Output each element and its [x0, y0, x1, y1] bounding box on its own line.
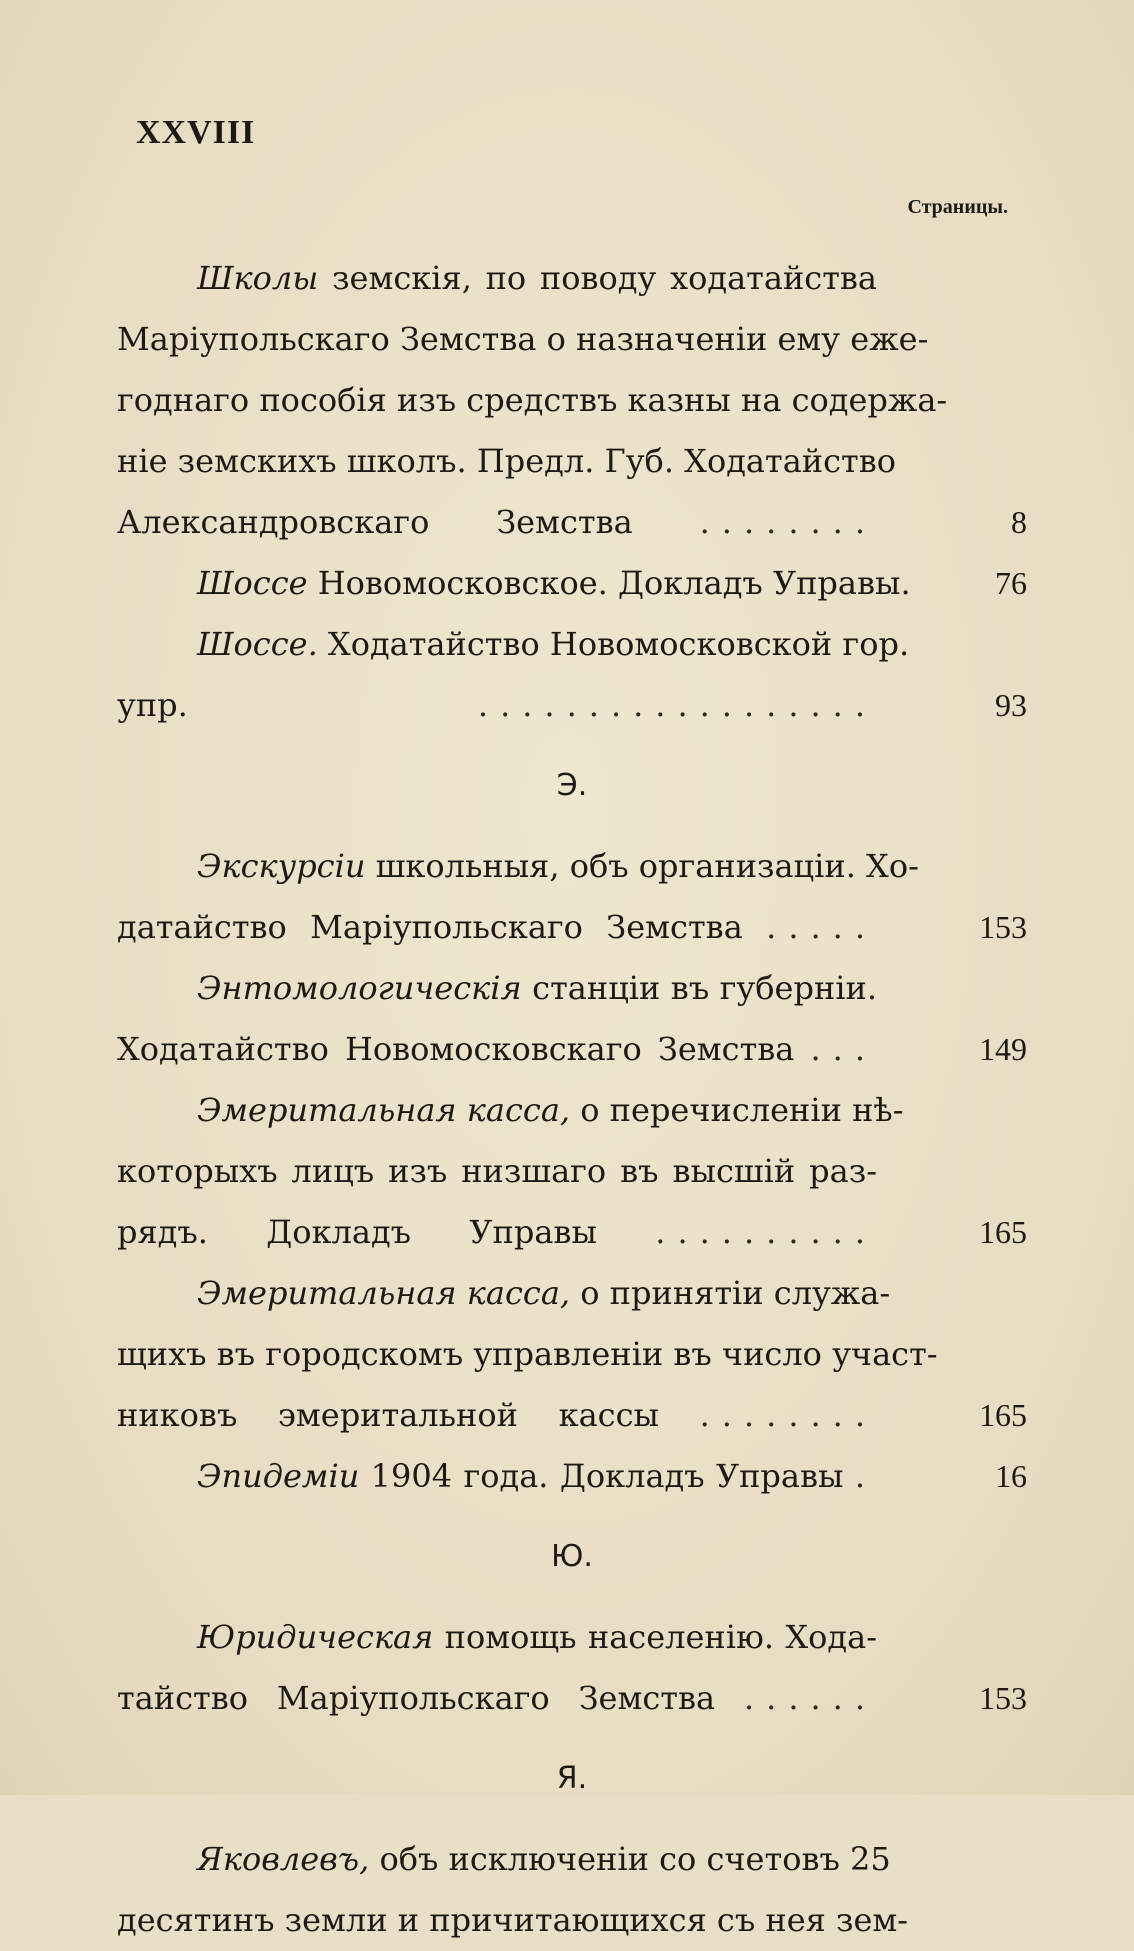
entry-text: тайство Маріупольскаго Земства — [117, 1679, 716, 1717]
page-number: 16 — [995, 1458, 1027, 1494]
page-number: 76 — [995, 565, 1027, 601]
dot-leader: ...... — [743, 1679, 878, 1717]
index-entry — [117, 1829, 1027, 1951]
entry-keyword: Юридическая — [197, 1618, 434, 1656]
entry-text: датайство Маріупольскаго Земства — [117, 908, 743, 946]
index-entry — [117, 836, 1027, 958]
entry-text: о принятіи служа- — [570, 1274, 891, 1312]
index-entry — [117, 553, 1027, 614]
entry-keyword: Шоссе. — [197, 625, 318, 663]
entry-keyword: Энтомологическія — [197, 969, 522, 1007]
entry-text: Новомосковское. Докладъ Управы. — [307, 564, 911, 602]
entry-text: Ходатайство Новомосковской гор. — [317, 625, 910, 663]
entry-text: 1904 года. Докладъ Управы — [359, 1457, 844, 1495]
section-letter: Э. — [556, 768, 588, 803]
entry-keyword: Эпидеміи — [197, 1457, 360, 1495]
entry-text: школьныя, объ организаціи. Хо- — [365, 847, 919, 885]
dot-leader: ........ — [699, 1396, 877, 1434]
page-folio: XXVIII — [136, 114, 256, 151]
entry-text: десятинъ земли и причитающихся съ нея зем- — [117, 1901, 909, 1939]
column-heading: Страницы. — [907, 196, 1008, 218]
index-section — [117, 736, 1027, 1507]
entry-text: помощь населенію. Хода- — [433, 1618, 877, 1656]
index-entries — [117, 248, 1027, 1951]
page-number: 165 — [979, 1214, 1027, 1250]
page-number: 153 — [979, 1680, 1027, 1716]
entry-text: Маріупольскаго Земства о назначеніи ему еже- — [117, 320, 929, 358]
index-entry — [117, 1607, 1027, 1729]
entry-keyword: Экскурсіи — [197, 847, 366, 885]
index-entry — [117, 958, 1027, 1080]
dot-leader: ... — [810, 1030, 878, 1068]
entry-text: ніе земскихъ школъ. Предл. Губ. Ходатайство — [117, 442, 896, 480]
page-number: 153 — [979, 909, 1027, 945]
index-entry — [117, 1446, 1027, 1507]
entry-keyword: Эмеритальная касса, — [197, 1274, 571, 1312]
dot-leader: .................. — [477, 686, 877, 724]
entry-text: которыхъ лицъ изъ низшаго въ высшій раз- — [117, 1152, 877, 1190]
section-letter: Ю. — [551, 1539, 593, 1574]
index-section — [117, 1729, 1027, 1951]
page-number: 8 — [1011, 504, 1027, 540]
index-entry — [117, 614, 1027, 736]
entry-text: Александровскаго Земства — [117, 503, 633, 541]
entry-keyword: Яковлевъ, — [197, 1840, 370, 1878]
entry-text: Ходатайство Новомосковскаго Земства — [117, 1030, 795, 1068]
dot-leader: . — [854, 1457, 878, 1495]
entry-text: упр. — [117, 686, 188, 724]
entry-text: рядъ. Докладъ Управы — [117, 1213, 597, 1251]
entry-keyword: Эмеритальная касса, — [197, 1091, 571, 1129]
page-number: 165 — [979, 1397, 1027, 1433]
entry-text: годнаго пособія изъ средствъ казны на содержа- — [117, 381, 948, 419]
index-entry — [117, 1263, 1027, 1446]
index-section — [117, 248, 1027, 736]
dot-leader: ........ — [699, 503, 877, 541]
entry-text: земскія, по поводу ходатайства — [318, 259, 877, 297]
entry-text: о перечисленіи нѣ- — [570, 1091, 904, 1129]
entry-text: станціи въ губерніи. — [521, 969, 877, 1007]
section-letter: Я. — [556, 1761, 588, 1796]
index-entry — [117, 1080, 1027, 1263]
index-entry — [117, 248, 1027, 553]
page-number: 149 — [979, 1031, 1027, 1067]
entry-keyword: Шоссе — [197, 564, 308, 602]
page-number: 93 — [995, 687, 1027, 723]
dot-leader: .......... — [655, 1213, 877, 1251]
entry-text: никовъ эмеритальной кассы — [117, 1396, 659, 1434]
entry-text: объ исключеніи со счетовъ 25 — [369, 1840, 891, 1878]
entry-text: щихъ въ городскомъ управленіи въ число участ- — [117, 1335, 938, 1373]
entry-keyword: Школы — [197, 259, 319, 297]
index-section — [117, 1507, 1027, 1729]
dot-leader: ..... — [766, 908, 878, 946]
